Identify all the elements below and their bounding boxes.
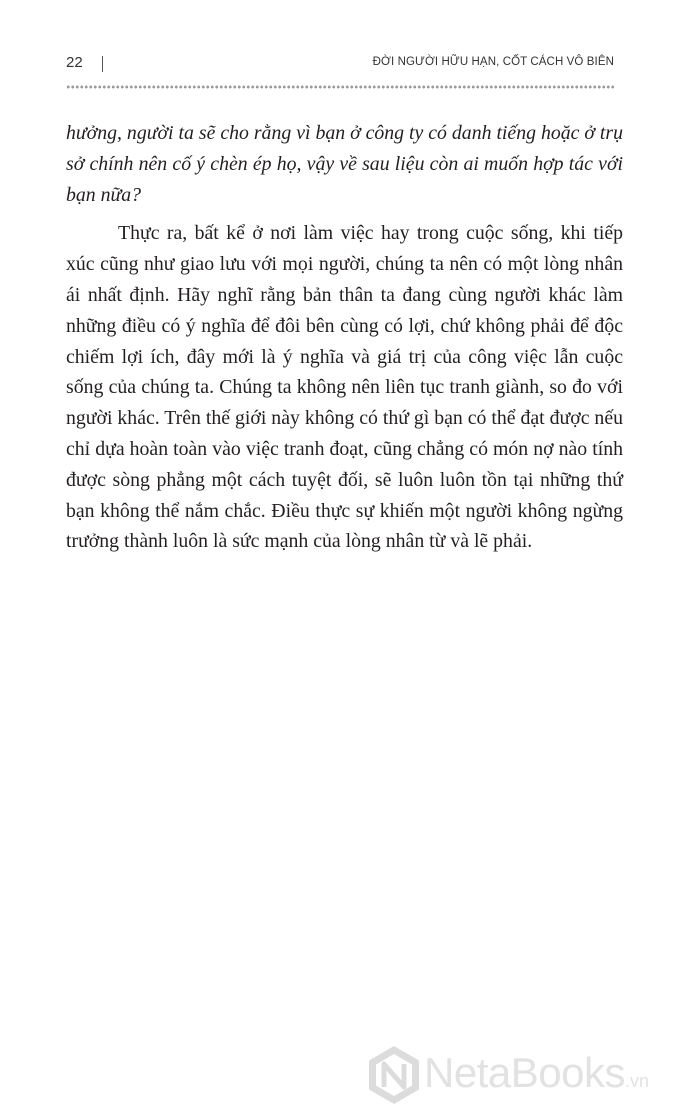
- watermark-suffix: .vn: [624, 1071, 649, 1091]
- watermark-text: [424, 1049, 649, 1097]
- watermark-brand: NetaBooks: [424, 1049, 625, 1096]
- running-title: ĐỜI NGƯỜI HỮU HẠN, CỐT CÁCH VÔ BIÊN: [372, 56, 614, 68]
- page-number: 22: [66, 54, 83, 71]
- page-header: [66, 54, 614, 78]
- watermark: [362, 1043, 687, 1107]
- dotted-divider: [66, 84, 614, 90]
- paragraph-italic: hưởng, người ta sẽ cho rằng vì bạn ở công ty có danh tiếng hoặc ở trụ sở chính nên cố ý chèn ép họ, vậy về sau liệu còn ai muốn hợp tác với bạn nữa?: [66, 122, 623, 206]
- netabooks-logo-icon: [362, 1043, 426, 1107]
- header-separator: [102, 56, 103, 72]
- paragraph-main: Thực ra, bất kể ở nơi làm việc hay trong cuộc sống, khi tiếp xúc cũng như giao lưu với mọi người, chúng ta nên có một lòng nhân ái nhất định. Hãy nghĩ rằng bản thân ta đang cùng người khác làm những điều có ý nghĩa để đôi bên cùng có lợi, chứ không phải để độc chiếm lợi ích, đây mới là ý nghĩa và giá trị của công việc lẫn cuộc sống của chúng ta. Chúng ta không nên liên tục tranh giành, so đo với người khác. Trên thế giới này không có thứ gì bạn có thể đạt được nếu chỉ dựa hoàn toàn vào việc tranh đoạt, cũng chẳng có món nợ nào tính được sòng phẳng một cách tuyệt đối, sẽ luôn luôn tồn tại những thứ bạn không thể nắm chắc. Điều thực sự khiến một người không ngừng trưởng thành luôn là sức mạnh của lòng nhân từ và lẽ phải.: [66, 222, 623, 553]
- body-text: [66, 118, 623, 557]
